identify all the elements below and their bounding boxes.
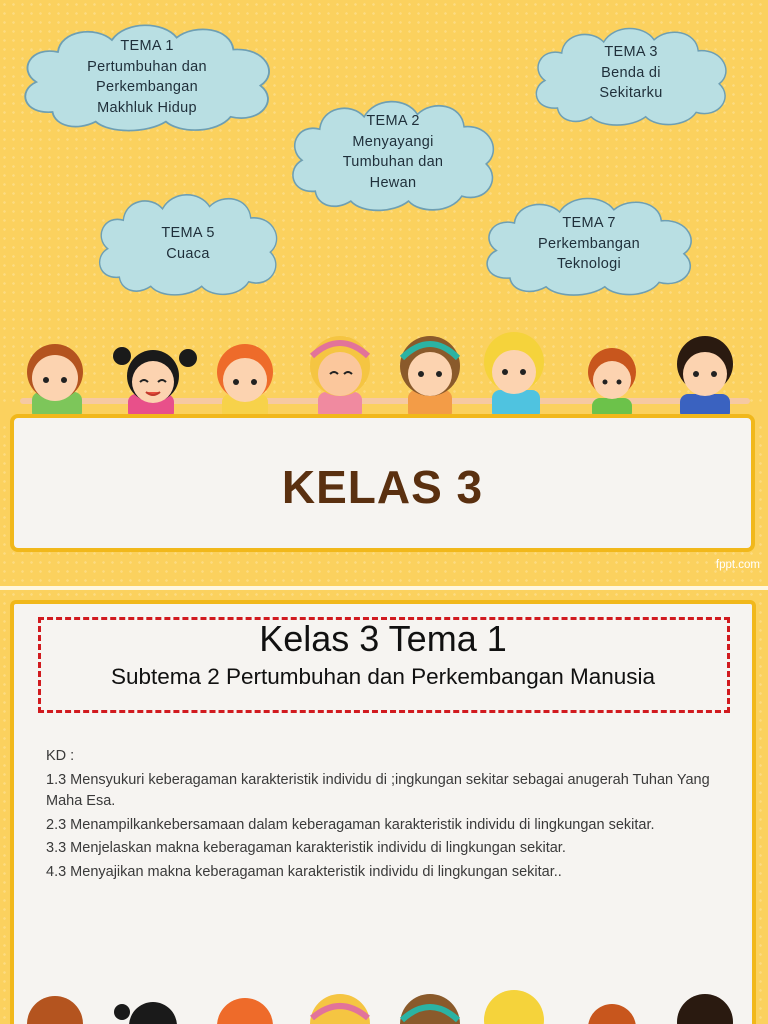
slide-title: KELAS 3 [281, 461, 484, 513]
cloud-tema-3 [526, 20, 736, 130]
cloud-tema-3-line: Benda di [601, 64, 661, 81]
child-8-icon [677, 336, 733, 420]
kd-label: KD : [46, 748, 75, 764]
cloud-tema-2-line: TEMA 2 [366, 113, 420, 129]
content-subtitle: Subtema 2 Pertumbuhan dan Perkembangan Manusia [110, 664, 656, 689]
cloud-tema-3-line: Sekitarku [599, 85, 663, 101]
child-7-icon [588, 348, 636, 420]
cloud-tema-1-line: Pertumbuhan dan [87, 58, 207, 75]
children-bottom-illustration-icon [0, 988, 768, 1024]
child-5-icon [400, 336, 460, 420]
cloud-tema-7-line: TEMA 7 [562, 215, 616, 231]
kd-item: 3.3 Menjelaskan makna keberagaman karakteristik individu di lingkungan sekitar. [46, 840, 566, 856]
title-box [10, 414, 755, 552]
cloud-tema-3-line: TEMA 3 [604, 44, 658, 60]
cloud-tema-2 [282, 92, 504, 216]
child-6-icon [484, 332, 544, 420]
cloud-tema-5 [90, 186, 286, 300]
children-illustration-icon [0, 328, 768, 420]
child-1-icon [27, 344, 83, 420]
cloud-tema-7-line: Teknologi [557, 256, 621, 272]
cloud-tema-1-line: TEMA 1 [120, 38, 174, 54]
watermark-text: fppt.com [715, 559, 760, 571]
cloud-tema-7-line: Perkembangan [538, 235, 640, 252]
cloud-tema-2-line: Menyayangi [352, 133, 434, 150]
kd-item: 1.3 Mensyukuri keberagaman karakteristik individu di ;ingkungan sekitar sebagai anugerah Tuhan Yang Maha Esa. [46, 771, 710, 809]
slide-kelas-3-tema-1 [0, 590, 768, 1024]
child-3-icon [217, 344, 273, 420]
cloud-tema-1-line: Makhluk Hidup [97, 99, 197, 116]
kd-list [46, 746, 726, 883]
cloud-tema-5-line: TEMA 5 [161, 225, 215, 241]
cloud-tema-2-line: Hewan [369, 174, 417, 191]
content-title: Kelas 3 Tema 1 [259, 618, 507, 659]
kd-item: 4.3 Menyajikan makna keberagaman karakteristik individu di lingkungan sekitar.. [46, 863, 562, 880]
child-4-icon [310, 336, 370, 420]
kd-item: 2.3 Menampilkankebersamaan dalam keberagaman karakteristik individu di lingkungan sekitar. [46, 816, 655, 833]
cloud-tema-1-line: Perkembangan [96, 79, 198, 95]
content-box [10, 600, 756, 1024]
cloud-tema-2-line: Tumbuhan dan [342, 154, 444, 170]
cloud-tema-7 [476, 190, 702, 300]
cloud-tema-5-line: Cuaca [166, 245, 210, 262]
cloud-tema-1 [12, 16, 282, 136]
